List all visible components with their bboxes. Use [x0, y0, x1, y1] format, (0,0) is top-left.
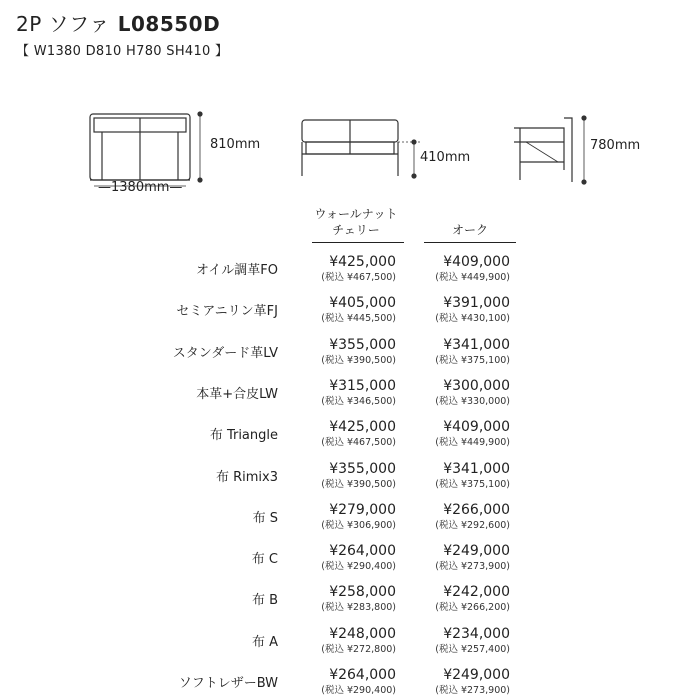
- price-tax-included: (税込 ¥273,900): [435, 685, 510, 696]
- price-tax-included: (税込 ¥467,500): [321, 272, 396, 283]
- product-title: [16, 8, 220, 37]
- price-tax-included: (税込 ¥290,400): [321, 685, 396, 696]
- price-cell: [424, 667, 510, 697]
- price-tax-included: (税込 ¥375,100): [435, 355, 510, 366]
- price-value: ¥391,000: [443, 295, 510, 311]
- price-cell: [424, 584, 510, 614]
- price-tax-included: (税込 ¥346,500): [321, 396, 396, 407]
- column-header-rule: [424, 242, 516, 243]
- price-tax-included: (税込 ¥283,800): [321, 602, 396, 613]
- material-label: 布 Triangle: [209, 428, 278, 443]
- price-value: ¥425,000: [329, 419, 396, 435]
- price-value: ¥279,000: [329, 502, 396, 518]
- material-label: セミアニリン革FJ: [176, 304, 278, 319]
- width-dimension-label: —1380mm—: [98, 180, 183, 195]
- column-header-line: オーク: [451, 223, 488, 237]
- price-tax-included: (税込 ¥257,400): [435, 644, 510, 655]
- model-number: L08550D: [117, 12, 221, 36]
- height-dimension-label: 780mm: [590, 138, 641, 153]
- price-cell: [424, 254, 510, 284]
- material-label: 布 A: [251, 635, 278, 650]
- price-cell: [310, 419, 396, 449]
- depth-dimension-label: 810mm: [210, 137, 261, 152]
- column-header-line: ウォールナット: [314, 207, 398, 221]
- price-value: ¥315,000: [329, 378, 396, 394]
- price-value: ¥248,000: [329, 626, 396, 642]
- price-value: ¥409,000: [443, 254, 510, 270]
- price-tax-included: (税込 ¥375,100): [435, 479, 510, 490]
- price-tax-included: (税込 ¥449,900): [435, 272, 510, 283]
- price-value: ¥242,000: [443, 584, 510, 600]
- price-tax-included: (税込 ¥272,800): [321, 644, 396, 655]
- price-cell: [424, 543, 510, 573]
- price-cell: [424, 461, 510, 491]
- price-tax-included: (税込 ¥266,200): [435, 602, 510, 613]
- price-tax-included: (税込 ¥306,900): [321, 520, 396, 531]
- column-header-line: チェリー: [332, 223, 380, 237]
- price-tax-included: (税込 ¥330,000): [435, 396, 510, 407]
- price-cell: [424, 419, 510, 449]
- material-label: 本革+合皮LW: [196, 387, 278, 402]
- price-cell: [424, 626, 510, 656]
- price-cell: [424, 378, 510, 408]
- price-value: ¥249,000: [443, 543, 510, 559]
- price-cell: [310, 378, 396, 408]
- price-value: ¥355,000: [329, 461, 396, 477]
- price-value: ¥405,000: [329, 295, 396, 311]
- price-cell: [424, 502, 510, 532]
- price-tax-included: (税込 ¥445,500): [321, 313, 396, 324]
- dimension-summary: 【 W1380 D810 H780 SH410 】: [16, 44, 229, 59]
- price-cell: [310, 502, 396, 532]
- price-value: ¥341,000: [443, 337, 510, 353]
- price-tax-included: (税込 ¥290,400): [321, 561, 396, 572]
- price-tax-included: (税込 ¥430,100): [435, 313, 510, 324]
- price-value: ¥264,000: [329, 543, 396, 559]
- price-tax-included: (税込 ¥292,600): [435, 520, 510, 531]
- front-view-drawing: [296, 116, 436, 186]
- price-value: ¥266,000: [443, 502, 510, 518]
- price-cell: [310, 543, 396, 573]
- price-cell: [424, 337, 510, 367]
- material-label: ソフトレザーBW: [178, 676, 278, 691]
- price-cell: [310, 254, 396, 284]
- price-cell: [310, 626, 396, 656]
- price-cell: [310, 667, 396, 697]
- material-label: 布 C: [251, 552, 278, 567]
- seat-height-dimension-label: 410mm: [420, 150, 471, 165]
- price-value: ¥425,000: [329, 254, 396, 270]
- price-value: ¥264,000: [329, 667, 396, 683]
- price-value: ¥300,000: [443, 378, 510, 394]
- side-view-drawing: [506, 108, 596, 188]
- material-label: スタンダード革LV: [172, 346, 278, 361]
- price-value: ¥249,000: [443, 667, 510, 683]
- material-label: オイル調革FO: [195, 263, 278, 278]
- column-header-walnut-cherry: [310, 206, 402, 238]
- price-tax-included: (税込 ¥449,900): [435, 437, 510, 448]
- price-value: ¥234,000: [443, 626, 510, 642]
- price-value: ¥258,000: [329, 584, 396, 600]
- column-header-rule: [312, 242, 404, 243]
- price-tax-included: (税込 ¥273,900): [435, 561, 510, 572]
- material-label: 布 Rimix3: [215, 470, 278, 485]
- price-cell: [310, 461, 396, 491]
- price-cell: [424, 295, 510, 325]
- product-type: 2P ソファ: [16, 12, 110, 36]
- price-cell: [310, 337, 396, 367]
- price-value: ¥341,000: [443, 461, 510, 477]
- price-tax-included: (税込 ¥390,500): [321, 355, 396, 366]
- price-tax-included: (税込 ¥390,500): [321, 479, 396, 490]
- material-label: 布 B: [251, 593, 278, 608]
- material-label: 布 S: [252, 511, 278, 526]
- price-value: ¥355,000: [329, 337, 396, 353]
- price-cell: [310, 584, 396, 614]
- price-tax-included: (税込 ¥467,500): [321, 437, 396, 448]
- price-value: ¥409,000: [443, 419, 510, 435]
- price-cell: [310, 295, 396, 325]
- column-header-oak: [424, 222, 516, 238]
